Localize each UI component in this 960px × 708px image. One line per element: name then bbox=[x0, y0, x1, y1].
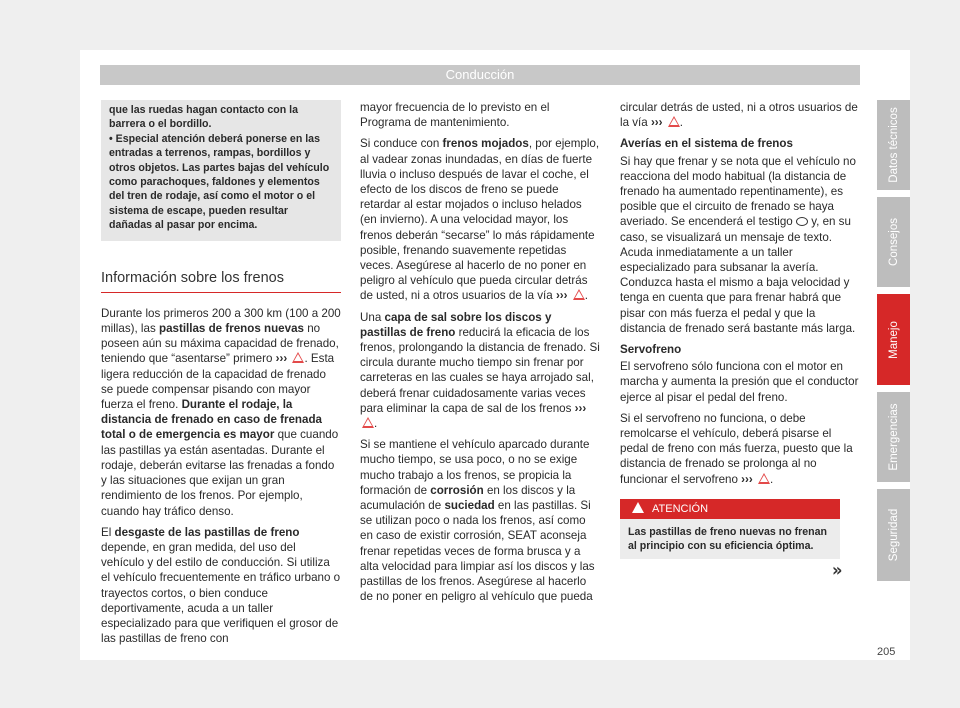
warning-icon bbox=[632, 502, 644, 513]
chapter-header: Conducción bbox=[100, 65, 860, 85]
paragraph: El desgaste de las pastillas de freno depende, en gran medida, del uso del vehículo y del estilo de conducción. Si utiliza el vehículo frecuentemente en tráfico urbano o trayectos cortos, o bien conduce deportivamente, acuda a un taller especializado para que verifiquen el grosor de las pastillas de freno con bbox=[101, 525, 341, 646]
tab-seguridad[interactable]: Seguridad bbox=[877, 489, 910, 581]
warning-box bbox=[101, 100, 341, 241]
paragraph: El servofreno sólo funciona con el motor en marcha y aumenta la presión que el conductor ejerce al pisar el pedal del freno. bbox=[620, 360, 859, 404]
subheading: Servofreno bbox=[620, 343, 682, 357]
paragraph: Si conduce con frenos mojados, por ejemplo, al vadear zonas inundadas, en días de fuerte lluvia o incluso después de lavar el coche, el efecto de los discos de freno se puede retardar al estar mojados o incluso helados (en invierno). A una velocidad mayor, los frenos deberán “secarse” lo más rápidamente posible, frenando suavemente repetidas veces. Asegúrese al hacerlo de no poner en peligro al vehículo que pueda circular detrás de usted, ni a otros usuarios de la vía ››› . bbox=[360, 137, 600, 303]
subheading: Averías en el sistema de frenos bbox=[620, 137, 793, 151]
tab-datos-tecnicos[interactable]: Datos técnicos bbox=[877, 100, 910, 190]
column-3 bbox=[620, 100, 860, 559]
warning-icon bbox=[573, 289, 585, 300]
paragraph: Si el servofreno no funciona, o debe remolcarse el vehículo, deberá pisarse el pedal de freno con más fuerza, puesto que la distancia de frenado se prolonga al no funcionar el servofreno ››› . bbox=[620, 411, 853, 486]
paragraph: circular detrás de usted, ni a otros usuarios de la vía ››› . bbox=[620, 101, 858, 130]
column-2 bbox=[360, 100, 600, 611]
warning-icon bbox=[362, 417, 374, 428]
tab-manejo[interactable]: Manejo bbox=[877, 294, 910, 385]
reference-link[interactable]: ››› bbox=[275, 352, 288, 366]
brake-warning-lamp-icon bbox=[796, 217, 808, 226]
paragraph: Durante los primeros 200 a 300 km (100 a 200 millas), las pastillas de frenos nuevas no poseen aún su máxima capacidad de frenado, teniendo que “asentarse” primero ››› . Esta ligera reducción de la capacidad de frenado se puede compensar pisando con mayor fuerza el freno. Durante el rodaje, la distancia de frenado en caso de frenada total o de emergencia es mayor que cuando las pastillas ya están asentadas. Durante el rodaje, deberán evitarse las frenadas a fondo y las situaciones que exijan un gran rendimiento de los frenos. Por ejemplo, cuando hay tráfico denso. bbox=[101, 306, 341, 518]
page-number: 205 bbox=[877, 646, 896, 658]
paragraph: mayor frecuencia de lo previsto en el Programa de mantenimiento. bbox=[360, 101, 550, 130]
tab-emergencias[interactable]: Emergencias bbox=[877, 392, 910, 482]
attention-header: ATENCIÓN bbox=[620, 499, 840, 519]
reference-link[interactable]: ››› bbox=[574, 401, 587, 415]
warning-bullet: • Especial atención deberá ponerse en las entradas a terrenos, rampas, bordillos y otros objetos. Las partes bajas del vehículo como parachoques, faldones y elementos del tren de rodaje, así como el motor o el sistema de escape, pueden resultar dañadas al pasar por encima. bbox=[109, 132, 330, 232]
attention-box bbox=[620, 499, 840, 559]
reference-link[interactable]: ››› bbox=[741, 472, 753, 486]
section-title: Información sobre los frenos bbox=[101, 271, 341, 293]
warning-line: que las ruedas hagan contacto con la barrera o el bordillo. bbox=[109, 104, 298, 131]
warning-icon bbox=[292, 352, 304, 363]
attention-text: Las pastillas de freno nuevas no frenan al principio con su eficiencia óptima. bbox=[620, 519, 840, 559]
column-1 bbox=[101, 100, 341, 652]
continue-icon: » bbox=[832, 560, 843, 581]
warning-icon bbox=[758, 473, 770, 484]
reference-link[interactable]: ››› bbox=[555, 289, 568, 303]
warning-icon bbox=[668, 116, 680, 127]
reference-link[interactable]: ››› bbox=[650, 116, 663, 130]
paragraph: Si se mantiene el vehículo aparcado durante mucho tiempo, se usa poco, o no se exige mucho trabajo a los frenos, se propicia la formación de corrosión en los discos y la acumulación de suciedad en las pastillas. Si se utilizan poco o nada los frenos, así como en caso de existir corrosión, SEAT aconseja frenar repetidas veces de forma brusca y a alta velocidad para limpiar así los discos y las pastillas de los frenos. Asegúrese al hacerlo de no poner en peligro al vehículo que pueda bbox=[360, 438, 595, 604]
paragraph: Una capa de sal sobre los discos y pastillas de freno reducirá la eficacia de los frenos, prolongando la distancia de frenado. Si circula durante mucho tiempo sin frenar por carreteras en las cuales se haya arrojado sal, deberá frenar cuidadosamente varias veces para eliminar la capa de sal de los frenos ››› . bbox=[360, 310, 600, 431]
paragraph: Si hay que frenar y se nota que el vehículo no reacciona del modo habitual (la distancia de frenado ha aumentado repentinamente), es posible que el circuito de frenado se haya averiado. Se encenderá el testigo y, en su caso, se visualizará un mensaje de texto. Acuda inmediatamente a un taller especializado para subsanar la avería. Conduzca hasta el mismo a baja velocidad y tenga en cuenta que para frenar habrá que pisar con más fuerza el pedal y que la distancia de frenado será bastante más larga. bbox=[620, 154, 856, 335]
tab-consejos[interactable]: Consejos bbox=[877, 197, 910, 287]
